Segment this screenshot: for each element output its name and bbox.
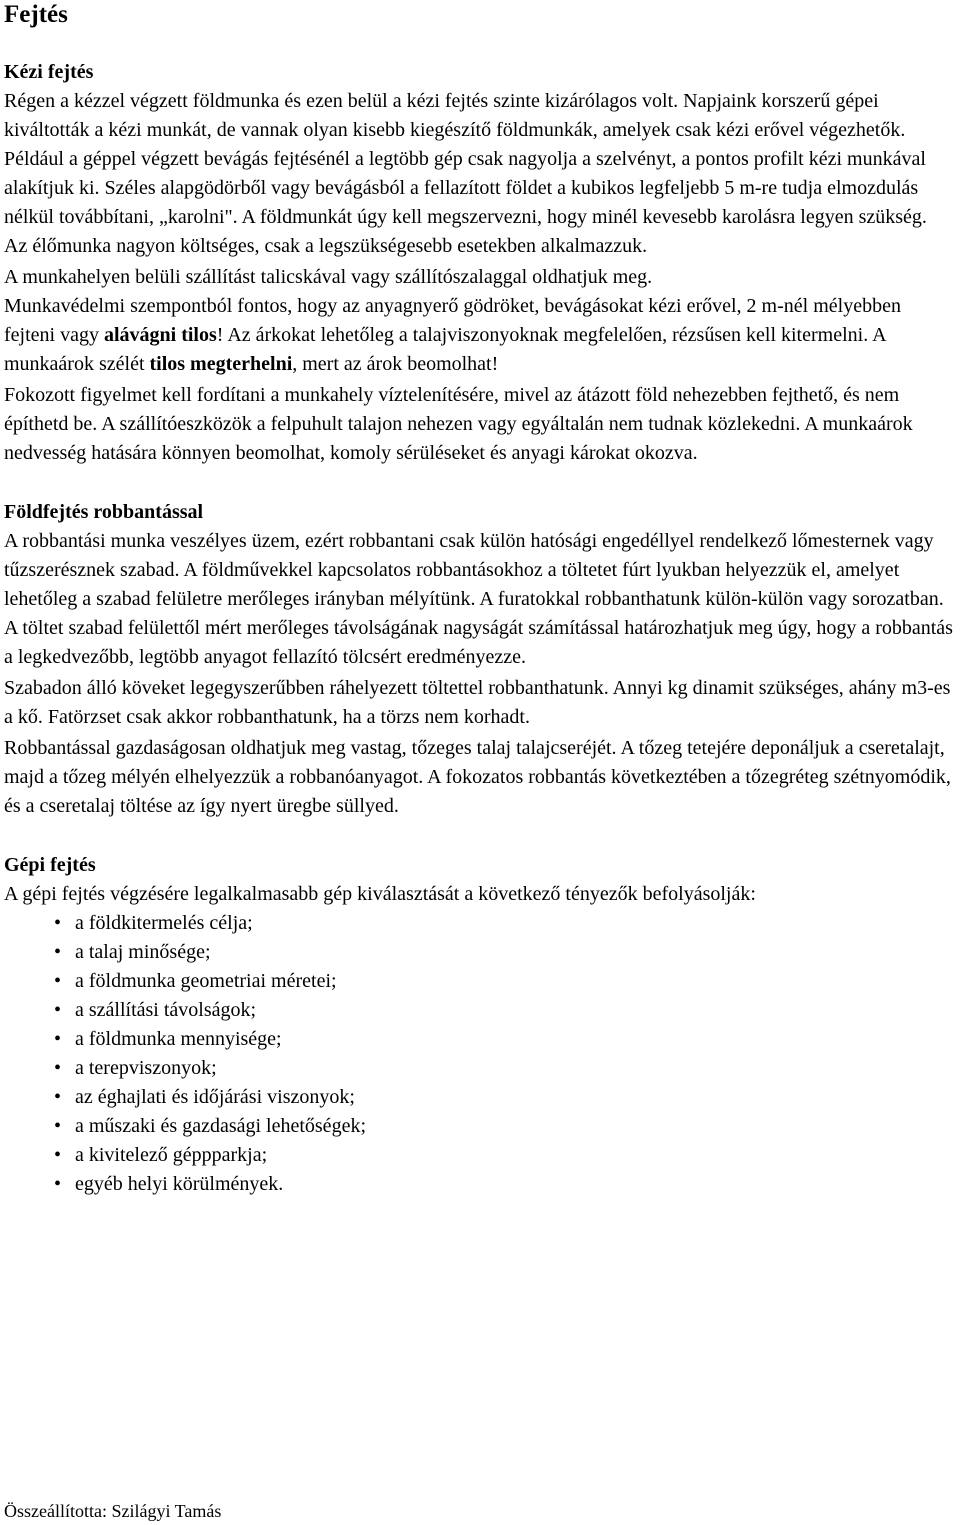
section-heading-gepi-fejtes: Gépi fejtés <box>4 854 96 876</box>
list-item <box>54 996 954 1025</box>
paragraph <box>4 674 954 732</box>
paragraph-text: Robbantással gazdaságosan oldhatjuk meg vastag, tőzeges talaj talajcseréjét. A tőzeg tetejére deponáljuk a cseretalajt, majd a tőzeg mélyén elhelyezzük a robbanóanyagot. A fokozatos robbantás következtében a tőzegréteg szétnyomódik, és a cseretalaj töltése az így nyert üregbe süllyed. <box>4 737 951 817</box>
list-item <box>54 1170 954 1199</box>
paragraph-text: Szabadon álló köveket legegyszerűbben ráhelyezett töltettel robbanthatunk. Annyi kg dinamit szükséges, ahány m3-es a kő. Fatörzset csak akkor robbanthatunk, ha a törzs nem korhadt. <box>4 677 951 728</box>
bullet-icon: • <box>54 1173 62 1195</box>
bullet-icon: • <box>54 1057 62 1079</box>
paragraph-text: , mert az árok beomolhat! <box>292 353 499 375</box>
list-item <box>54 1054 954 1083</box>
paragraph-text: ! Az árkokat lehetőleg a talajviszonyoknak megfelelően, rézsűsen kell kitermelni. A munkaárok szélét <box>4 324 886 375</box>
list-item <box>54 1112 954 1141</box>
paragraph-text: A munkahelyen belüli szállítást talicskával vagy szállítószalaggal oldhatjuk meg. <box>4 266 653 288</box>
bullet-icon: • <box>54 1086 62 1108</box>
bullet-icon: • <box>54 1115 62 1137</box>
list-item-text: a kivitelező géppparkja; <box>75 1144 268 1166</box>
paragraph <box>4 87 954 261</box>
list-item <box>54 1141 954 1170</box>
emphasis-text: tilos megterhelni <box>149 353 293 375</box>
section-heading-kezi-fejtes: Kézi fejtés <box>4 61 94 83</box>
list-item <box>54 1083 954 1112</box>
factor-list <box>4 909 954 1199</box>
bullet-icon: • <box>54 1144 62 1166</box>
list-item-text: egyéb helyi körülmények. <box>75 1173 284 1195</box>
list-item-text: a földmunka mennyisége; <box>75 1028 282 1050</box>
list-item-text: a földmunka geometriai méretei; <box>75 970 337 992</box>
bullet-icon: • <box>54 999 62 1021</box>
section-heading-robbantas: Földfejtés robbantással <box>4 501 204 523</box>
bullet-icon: • <box>54 970 62 992</box>
list-item <box>54 1025 954 1054</box>
list-item-text: a talaj minősége; <box>75 941 211 963</box>
paragraph <box>4 880 954 909</box>
bullet-icon: • <box>54 941 62 963</box>
list-item-text: a terepviszonyok; <box>75 1057 217 1079</box>
paragraph <box>4 263 954 292</box>
paragraph <box>4 734 954 821</box>
paragraph-text: Régen a kézzel végzett földmunka és ezen belül a kézi fejtés szinte kizárólagos volt. Napjaink korszerű gépei kiváltották a kézi munkát, de vannak olyan kisebb kiegészítő földmunkák, amelyek csak kézi erővel végezhetők. Például a géppel végzett bevágás fejtésénél a legtöbb gép csak nagyolja a szelvényt, a pontos profilt kézi munkával alakítjuk ki. Széles alapgödörből vagy bevágásból a fellazított földet a kubikos legfeljebb 5 m-re tudja elmozdulás nélkül továbbítani, „karolni". A földmunkát úgy kell megszervezni, hogy minél kevesebb karolásra legyen szükség. Az élőmunka nagyon költséges, csak a legszükségesebb esetekben alkalmazzuk. <box>4 90 927 257</box>
bullet-icon: • <box>54 912 62 934</box>
paragraph-text: Fokozott figyelmet kell fordítani a munkahely víztelenítésére, mivel az átázott föld nehezebben fejthető, és nem építhetd be. A szállítóeszközök a felpuhult talajon nehezen vagy egyáltalán nem tudnak közlekedni. A munkaárok nedvesség hatására könnyen beomolhat, komoly sérüléseket és anyagi károkat okozva. <box>4 384 913 464</box>
list-item <box>54 967 954 996</box>
list-item-text: a szállítási távolságok; <box>75 999 257 1021</box>
page-title: Fejtés <box>4 1 68 28</box>
emphasis-text: alávágni tilos <box>103 324 217 346</box>
paragraph-safety <box>4 292 954 379</box>
document-page <box>4 0 954 1199</box>
paragraph-text: A gépi fejtés végzésére legalkalmasabb gép kiválasztását a következő tényezők befolyásolják: <box>4 883 756 905</box>
paragraph-text: Munkavédelmi szempontból fontos, hogy az anyagnyerő gödröket, bevágásokat kézi erővel, 2 m-nél mélyebben fejteni vagy <box>4 295 901 346</box>
list-item <box>54 909 954 938</box>
list-item <box>54 938 954 967</box>
paragraph-text: A robbantási munka veszélyes üzem, ezért robbantani csak külön hatósági engedéllyel rendelkező lőmesternek vagy tűzszerésznek szabad. A földművekkel kapcsolatos robbantásokhoz a töltetet fúrt lyukban helyezzük el, amelyet lehetőleg a szabad felületre merőleges irányban mélyítünk. A furatokkal robbanthatunk külön-külön vagy sorozatban. A töltet szabad felülettől mért merőleges távolságának nagyságát számítással határozhatjuk meg úgy, hogy a robbantás a legkedvezőbb, legtöbb anyagot fellazító tölcsért eredményezze. <box>4 530 953 668</box>
page-footer: Összeállította: Szilágyi Tamás <box>4 1501 222 1521</box>
list-item-text: az éghajlati és időjárási viszonyok; <box>75 1086 355 1108</box>
list-item-text: a műszaki és gazdasági lehetőségek; <box>75 1115 366 1137</box>
paragraph <box>4 381 954 468</box>
list-item-text: a földkitermelés célja; <box>75 912 253 934</box>
bullet-icon: • <box>54 1028 62 1050</box>
paragraph <box>4 527 954 672</box>
